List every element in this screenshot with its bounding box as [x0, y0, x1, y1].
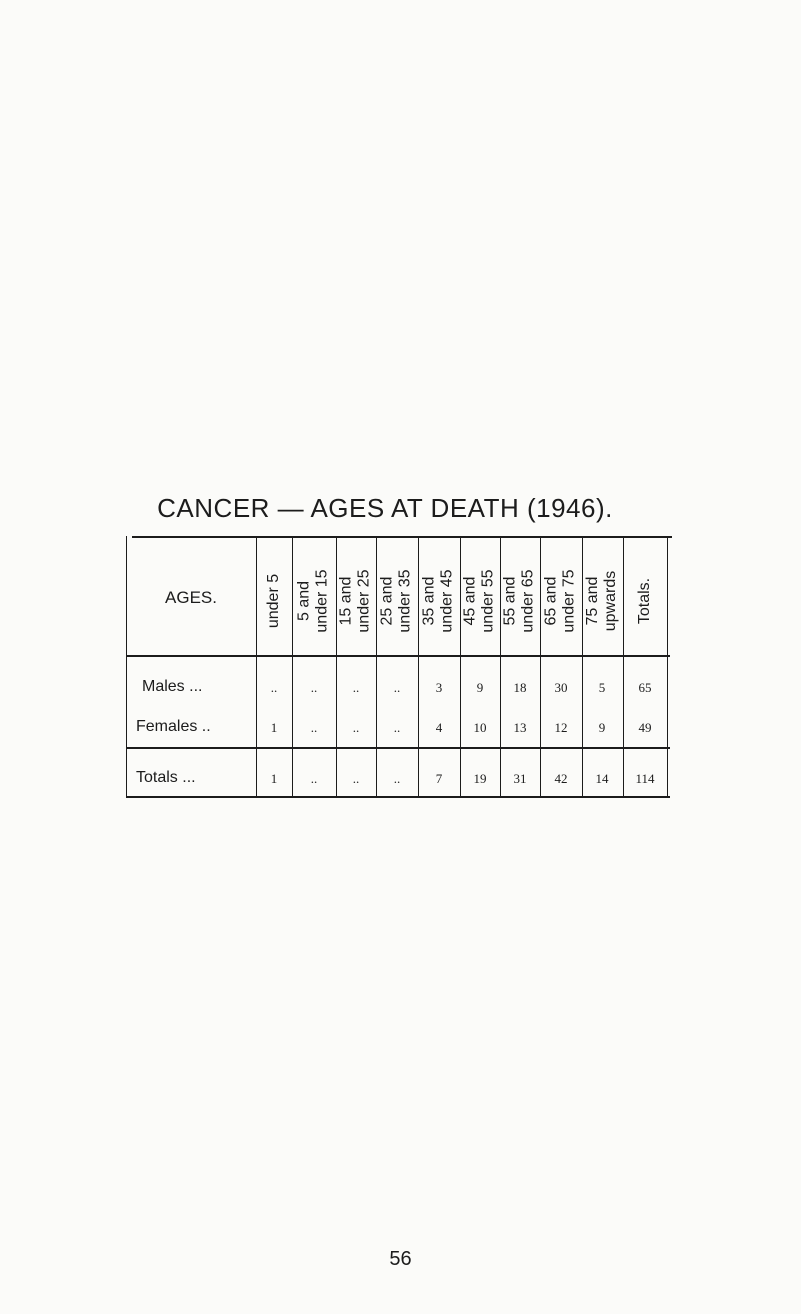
page-title: CANCER — AGES AT DEATH (1946). [157, 493, 613, 523]
table-cell: 14 [595, 771, 609, 786]
table-cell: .. [393, 771, 401, 786]
column-header: 25 and under 35 [379, 569, 415, 633]
table-cell: 4 [435, 720, 443, 735]
table-cell: 9 [476, 680, 484, 695]
table-cell: .. [352, 680, 360, 695]
table-cell: 12 [554, 720, 568, 735]
table-cell: 18 [513, 680, 527, 695]
column-header: 55 and under 65 [502, 569, 538, 633]
table-cell: 5 [598, 680, 606, 695]
table-cell: .. [310, 680, 318, 695]
table-cell: 49 [638, 720, 652, 735]
table-bottom-rule [126, 796, 670, 798]
table-cell: 114 [635, 771, 655, 786]
column-header: 5 and under 15 [296, 569, 332, 633]
table-cell: 3 [435, 680, 443, 695]
column-header: under 5 [265, 573, 283, 629]
ages-header: AGES. [165, 588, 217, 607]
column-header: 75 and upwards [584, 570, 620, 632]
table-cell: .. [393, 720, 401, 735]
table-cell: 13 [513, 720, 527, 735]
cancer-ages-table [126, 536, 668, 798]
table-cell: 65 [638, 680, 652, 695]
table-cell: 9 [598, 720, 606, 735]
table-cell: 31 [513, 771, 527, 786]
column-header: 65 and under 75 [543, 569, 579, 633]
table-cell: .. [270, 680, 278, 695]
totals-top-rule [126, 747, 670, 749]
table-cell: .. [393, 680, 401, 695]
table-cell: 30 [554, 680, 568, 695]
column-rule [126, 536, 127, 798]
row-label-totals: Totals ... [136, 769, 196, 786]
table-cell: 1 [270, 720, 278, 735]
table-cell: 7 [435, 771, 443, 786]
column-rule [667, 536, 668, 798]
page-number: 56 [389, 1248, 412, 1270]
column-header: 35 and under 45 [421, 569, 457, 633]
table-cell: 1 [270, 771, 278, 786]
row-label-males: Males ... [142, 678, 203, 695]
column-header: 15 and under 25 [338, 569, 374, 633]
table-cell: 19 [473, 771, 487, 786]
table-cell: .. [310, 720, 318, 735]
column-header: Totals. [636, 577, 653, 625]
table-cell: .. [310, 771, 318, 786]
column-header: 45 and under 55 [462, 569, 498, 633]
table-cell: 10 [473, 720, 487, 735]
table-cell: .. [352, 771, 360, 786]
row-label-females: Females .. [136, 718, 211, 735]
table-cell: .. [352, 720, 360, 735]
table-cell: 42 [554, 771, 568, 786]
